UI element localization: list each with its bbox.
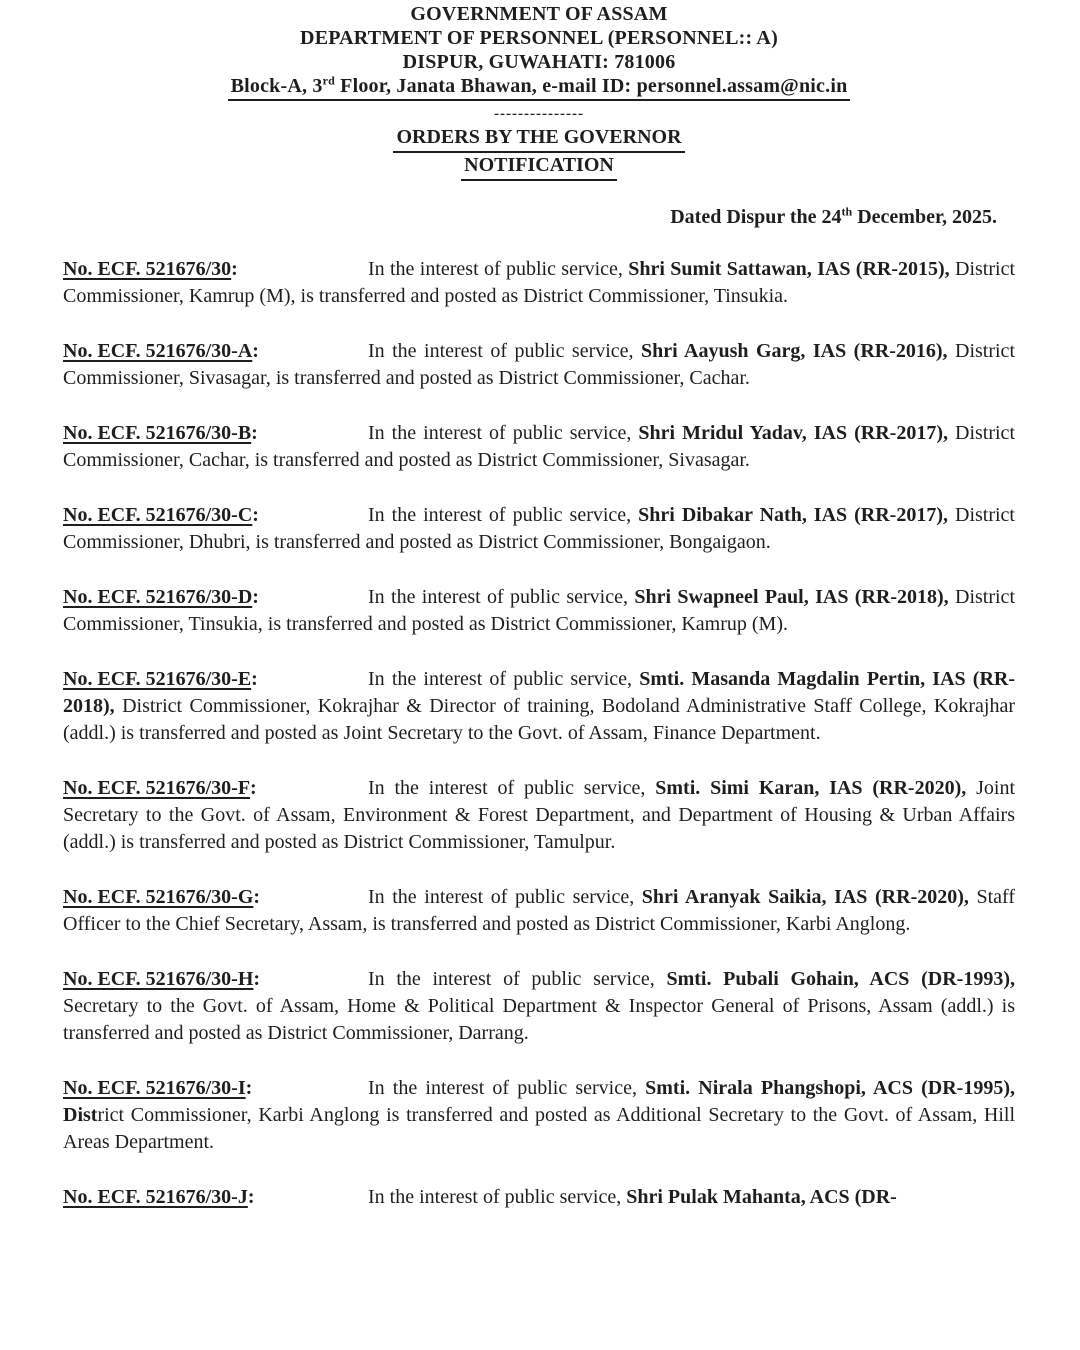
order-intro: In the interest of public service, bbox=[368, 340, 641, 362]
order-ref: No. ECF. 521676/30-G: bbox=[63, 886, 261, 908]
order-paragraph bbox=[63, 666, 1015, 747]
order-subject: Shri Aayush Garg, IAS (RR-2016), bbox=[641, 340, 948, 362]
order-details: District Commissioner, Dhubri, is transferred and posted as District Commissioner, Bongaigaon. bbox=[63, 504, 1015, 553]
order-ref: No. ECF. 521676/30-A: bbox=[63, 340, 259, 362]
order-intro: In the interest of public service, bbox=[368, 968, 667, 990]
order-paragraph bbox=[63, 775, 1015, 856]
order-details: Joint Secretary to the Govt. of Assam, Environment & Forest Department, and Department of Housing & Urban Affairs (addl.) is transferred and posted as District Commissioner, Tamulpur. bbox=[63, 777, 1015, 853]
order-details: District Commissioner, Tinsukia, is transferred and posted as District Commissioner, Kamrup (M). bbox=[63, 586, 1015, 635]
orders-body bbox=[63, 256, 1015, 1211]
org-name: GOVERNMENT OF ASSAM bbox=[410, 3, 668, 25]
separator-dashes: --------------- bbox=[494, 106, 584, 122]
order-paragraph bbox=[63, 884, 1015, 938]
address-line: DISPUR, GUWAHATI: 781006 bbox=[402, 51, 676, 73]
order-subject: Shri Dibakar Nath, IAS (RR-2017), bbox=[638, 504, 949, 526]
order-intro: In the interest of public service, bbox=[368, 1186, 627, 1208]
order-intro: In the interest of public service, bbox=[368, 422, 639, 444]
order-intro: In the interest of public service, bbox=[368, 504, 639, 526]
order-subject: Smti. Simi Karan, IAS (RR-2020), bbox=[655, 777, 967, 799]
order-paragraph bbox=[63, 420, 1015, 474]
order-subject: Shri Aranyak Saikia, IAS (RR-2020), bbox=[641, 886, 969, 908]
order-paragraph bbox=[63, 338, 1015, 392]
order-intro: In the interest of public service, bbox=[368, 258, 629, 280]
notification-heading: NOTIFICATION bbox=[63, 153, 1015, 181]
orders-heading: ORDERS BY THE GOVERNOR bbox=[63, 125, 1015, 153]
order-paragraph bbox=[63, 502, 1015, 556]
order-ref: No. ECF. 521676/30: bbox=[63, 258, 238, 280]
order-subject: Shri Sumit Sattawan, IAS (RR-2015), bbox=[628, 258, 950, 280]
order-intro: In the interest of public service, bbox=[368, 886, 642, 908]
order-ref: No. ECF. 521676/30-B: bbox=[63, 422, 258, 444]
order-ref: No. ECF. 521676/30-H: bbox=[63, 968, 261, 990]
order-intro: In the interest of public service, bbox=[368, 777, 656, 799]
order-details: District Commissioner, Sivasagar, is transferred and posted as District Commissioner, Cachar. bbox=[63, 340, 1015, 389]
order-paragraph bbox=[63, 966, 1015, 1047]
order-ref: No. ECF. 521676/30-J: bbox=[63, 1186, 255, 1208]
order-ref: No. ECF. 521676/30-I: bbox=[63, 1077, 253, 1099]
order-ref: No. ECF. 521676/30-F: bbox=[63, 777, 257, 799]
order-intro: In the interest of public service, bbox=[368, 1077, 646, 1099]
order-paragraph bbox=[63, 1075, 1015, 1156]
order-details: District Commissioner, Kamrup (M), is transferred and posted as District Commissioner, Tinsukia. bbox=[63, 258, 1016, 307]
order-subject: Smti. Nirala Phangshopi, ACS (DR-1995), Dist bbox=[63, 1077, 1015, 1126]
order-details: District Commissioner, Cachar, is transferred and posted as District Commissioner, Sivasagar. bbox=[63, 422, 1015, 471]
order-details: Staff Officer to the Chief Secretary, Assam, is transferred and posted as District Commissioner, Karbi Anglong. bbox=[63, 886, 1015, 935]
order-subject: Shri Swapneel Paul, IAS (RR-2018), bbox=[634, 586, 949, 608]
order-subject: Shri Mridul Yadav, IAS (RR-2017), bbox=[638, 422, 948, 444]
date-line: Dated Dispur the 24th December, 2025. bbox=[670, 204, 997, 228]
floor-ordinal-superscript: rd bbox=[322, 73, 335, 88]
order-intro: In the interest of public service, bbox=[368, 668, 640, 690]
contact-line: Block-A, 3rd Floor, Janata Bhawan, e-mail ID: personnel.assam@nic.in bbox=[63, 74, 1015, 101]
order-subject: Smti. Masanda Magdalin Pertin, IAS (RR-2018), bbox=[63, 668, 1016, 717]
order-subject: Smti. Pubali Gohain, ACS (DR-1993), bbox=[666, 968, 1015, 990]
order-paragraph bbox=[63, 256, 1015, 310]
order-details: Secretary to the Govt. of Assam, Home & Political Department & Inspector General of Prisons, Assam (addl.) is transferred and posted as District Commissioner, Darrang. bbox=[63, 995, 1015, 1044]
order-intro: In the interest of public service, bbox=[368, 586, 635, 608]
order-ref: No. ECF. 521676/30-E: bbox=[63, 668, 258, 690]
order-paragraph bbox=[63, 584, 1015, 638]
order-details: District Commissioner, Kokrajhar & Director of training, Bodoland Administrative Staff College, Kokrajhar (addl.) is transferred and posted as Joint Secretary to the Govt. of Assam, Finance Department. bbox=[63, 695, 1015, 744]
order-ref: No. ECF. 521676/30-C: bbox=[63, 504, 259, 526]
order-ref: No. ECF. 521676/30-D: bbox=[63, 586, 259, 608]
order-subject: Shri Pulak Mahanta, ACS (DR- bbox=[626, 1186, 897, 1208]
order-paragraph bbox=[63, 1184, 1015, 1211]
order-details: rict Commissioner, Karbi Anglong is transferred and posted as Additional Secretary to the Govt. of Assam, Hill Areas Department. bbox=[63, 1104, 1015, 1153]
date-ordinal-superscript: th bbox=[841, 204, 853, 219]
department-name: DEPARTMENT OF PERSONNEL (PERSONNEL:: A) bbox=[300, 27, 778, 49]
